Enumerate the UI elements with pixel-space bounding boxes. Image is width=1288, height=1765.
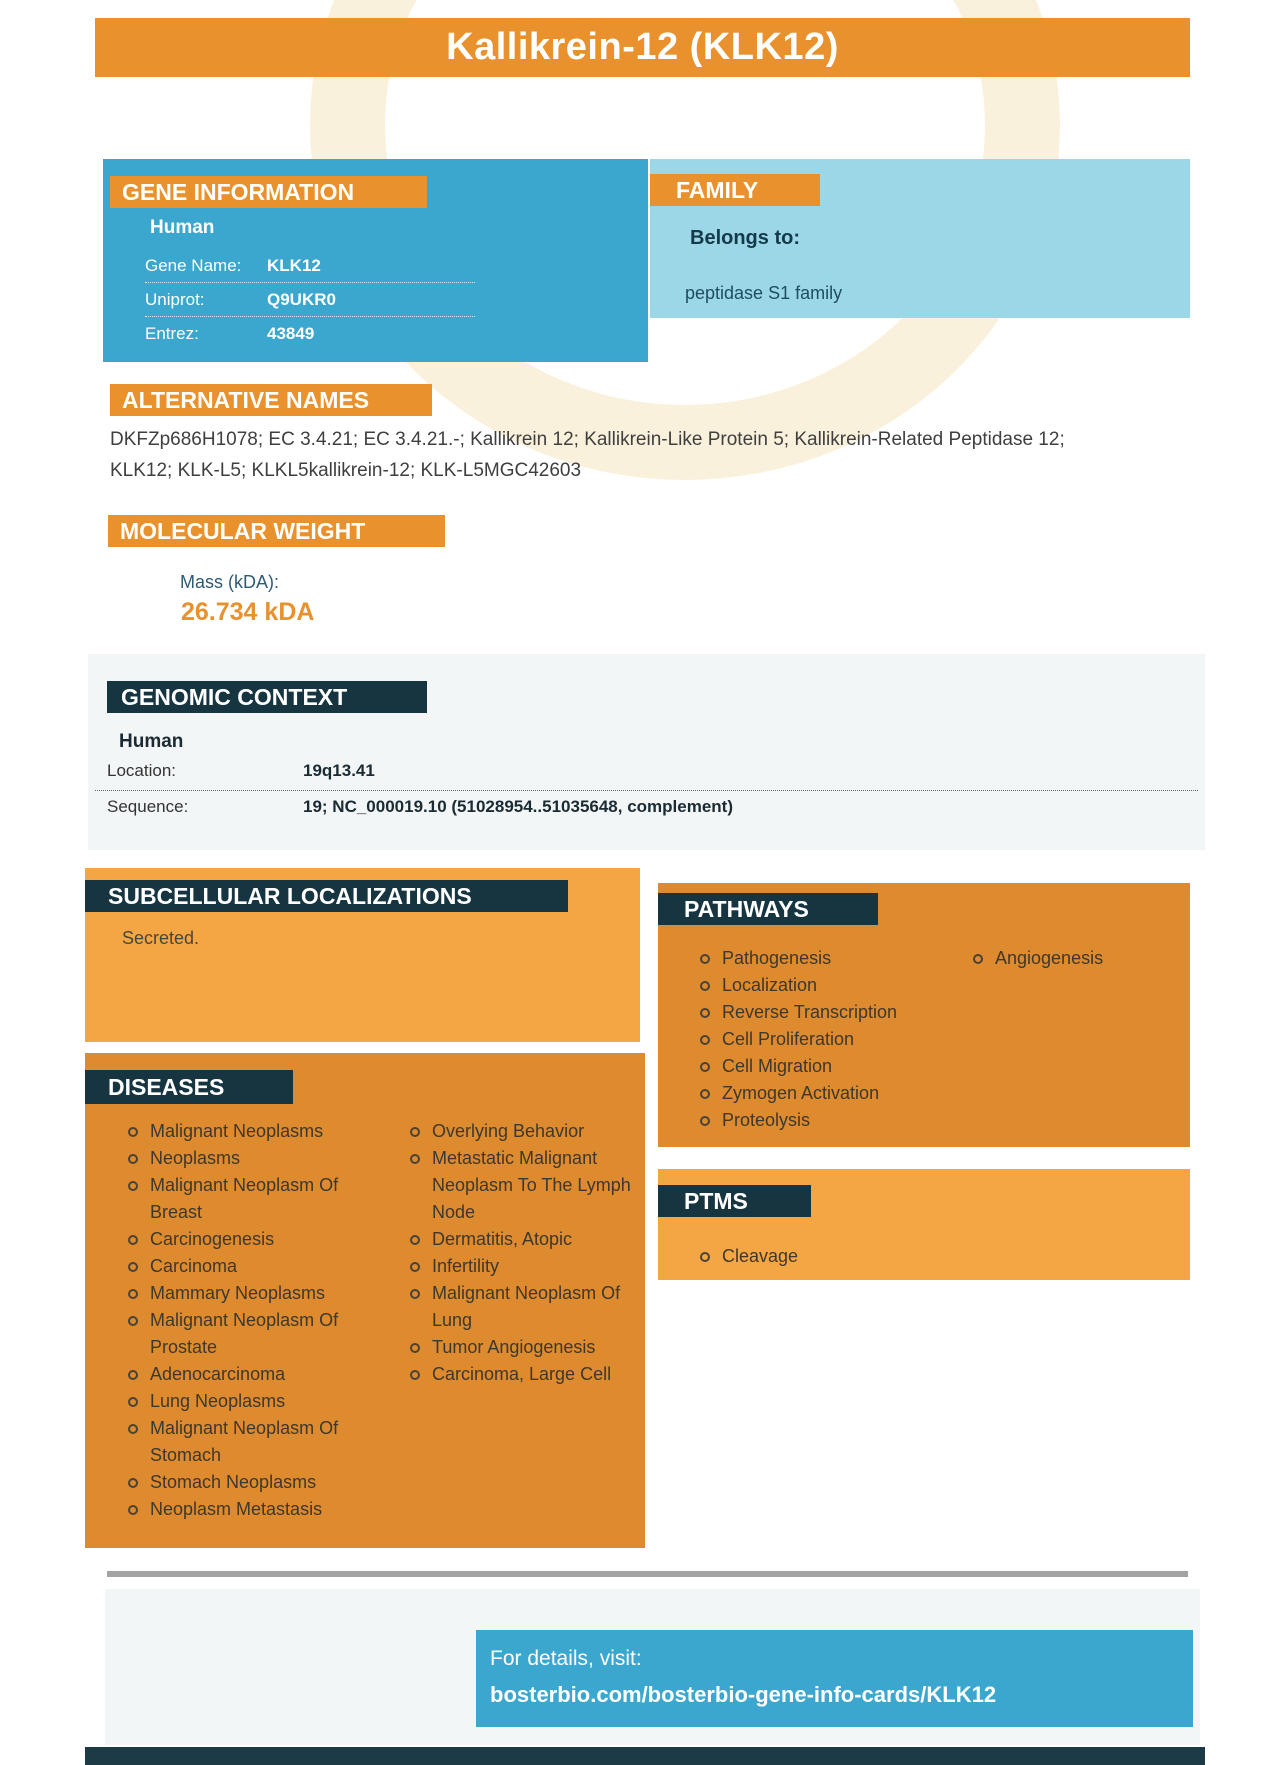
subcellular-localizations-header: SUBCELLULAR LOCALIZATIONS (85, 880, 568, 912)
list-item: Adenocarcinoma (120, 1361, 350, 1388)
list-item: Cell Migration (692, 1053, 932, 1080)
list-item: Localization (692, 972, 932, 999)
bottom-bar (85, 1747, 1205, 1765)
list-item: Pathogenesis (692, 945, 932, 972)
list-item: Dermatitis, Atopic (402, 1226, 647, 1253)
family-value: peptidase S1 family (685, 283, 843, 303)
list-item: Zymogen Activation (692, 1080, 932, 1107)
diseases-list-col1 (120, 1118, 350, 1523)
list-item: Cleavage (692, 1243, 932, 1270)
list-item: Carcinogenesis (120, 1226, 350, 1253)
subcellular-localizations-panel (85, 868, 640, 1042)
footer-visit-label: For details, visit: (490, 1647, 642, 1670)
list-item: Neoplasms (120, 1145, 350, 1172)
section-divider (107, 1571, 1188, 1577)
list-item: Proteolysis (692, 1107, 932, 1134)
list-item: Overlying Behavior (402, 1118, 647, 1145)
list-item: Infertility (402, 1253, 647, 1280)
pathways-panel (658, 883, 1190, 1147)
title-banner (95, 18, 1190, 77)
list-item: Malignant Neoplasm Of Prostate (120, 1307, 350, 1361)
table-row (145, 249, 475, 283)
pathways-list-col1 (692, 945, 932, 1134)
gene-information-panel (103, 159, 648, 362)
species-label: Human (119, 731, 184, 752)
list-item: Lung Neoplasms (120, 1388, 350, 1415)
subcellular-localizations-text: Secreted. (122, 928, 200, 948)
row-label: Uniprot: (145, 290, 205, 309)
row-value: KLK12 (267, 256, 321, 275)
list-item: Carcinoma (120, 1253, 350, 1280)
table-row (145, 283, 475, 317)
list-item: Mammary Neoplasms (120, 1280, 350, 1307)
alternative-names-text: DKFZp686H1078; EC 3.4.21; EC 3.4.21.-; Kallikrein 12; Kallikrein-Like Protein 5; Kallikrein-Related Peptidase 12; KLK12; KLK-L5; KLKL5kallikrein-12; KLK-L5MGC42603 (110, 429, 1065, 481)
ptms-list (692, 1243, 932, 1270)
list-item: Metastatic Malignant Neoplasm To The Lymph Node (402, 1145, 647, 1226)
list-item: Reverse Transcription (692, 999, 932, 1026)
list-item: Malignant Neoplasms (120, 1118, 350, 1145)
sequence-value: 19; NC_000019.10 (51028954..51035648, complement) (303, 797, 734, 816)
list-item: Cell Proliferation (692, 1026, 932, 1053)
sequence-label: Sequence: (107, 797, 189, 816)
diseases-list-col2 (402, 1118, 647, 1388)
sequence-row (107, 796, 1187, 818)
mass-value: 26.734 kDA (181, 598, 315, 626)
diseases-header: DISEASES (85, 1070, 293, 1104)
ptms-header: PTMS (658, 1185, 811, 1217)
genomic-context-panel (88, 654, 1205, 850)
pathways-list-col2 (965, 945, 1175, 972)
row-value: Q9UKR0 (267, 290, 336, 309)
gene-attributes-table (145, 249, 475, 350)
footer-url-link[interactable]: bosterbio.com/bosterbio-gene-info-cards/KLK12 (490, 1682, 997, 1707)
gene-information-header: GENE INFORMATION (110, 176, 427, 208)
belongs-to-label: Belongs to: (690, 227, 800, 249)
molecular-weight-header: MOLECULAR WEIGHT (108, 515, 445, 547)
ptms-panel (658, 1169, 1190, 1280)
list-item: Carcinoma, Large Cell (402, 1361, 647, 1388)
location-label: Location: (107, 761, 176, 780)
list-item: Malignant Neoplasm Of Stomach (120, 1415, 350, 1469)
row-label: Entrez: (145, 324, 199, 343)
pathways-header: PATHWAYS (658, 893, 878, 925)
diseases-panel (85, 1053, 645, 1548)
location-row (107, 760, 1187, 782)
list-item: Neoplasm Metastasis (120, 1496, 350, 1523)
location-value: 19q13.41 (303, 761, 375, 780)
species-label: Human (150, 217, 215, 238)
family-header: FAMILY (650, 174, 820, 206)
list-item: Tumor Angiogenesis (402, 1334, 647, 1361)
mass-label: Mass (kDA): (180, 572, 279, 592)
list-item: Angiogenesis (965, 945, 1175, 972)
alternative-names-header: ALTERNATIVE NAMES (110, 384, 432, 416)
page-title: Kallikrein-12 (KLK12) (446, 26, 839, 68)
row-label: Gene Name: (145, 256, 242, 275)
genomic-context-header: GENOMIC CONTEXT (107, 681, 427, 713)
dotted-separator (95, 790, 1198, 791)
list-item: Stomach Neoplasms (120, 1469, 350, 1496)
footer-details-box (476, 1630, 1193, 1727)
table-row (145, 317, 475, 350)
list-item: Malignant Neoplasm Of Breast (120, 1172, 350, 1226)
footer-panel (105, 1589, 1200, 1745)
list-item: Malignant Neoplasm Of Lung (402, 1280, 647, 1334)
row-value: 43849 (267, 324, 315, 343)
family-panel (650, 159, 1190, 318)
